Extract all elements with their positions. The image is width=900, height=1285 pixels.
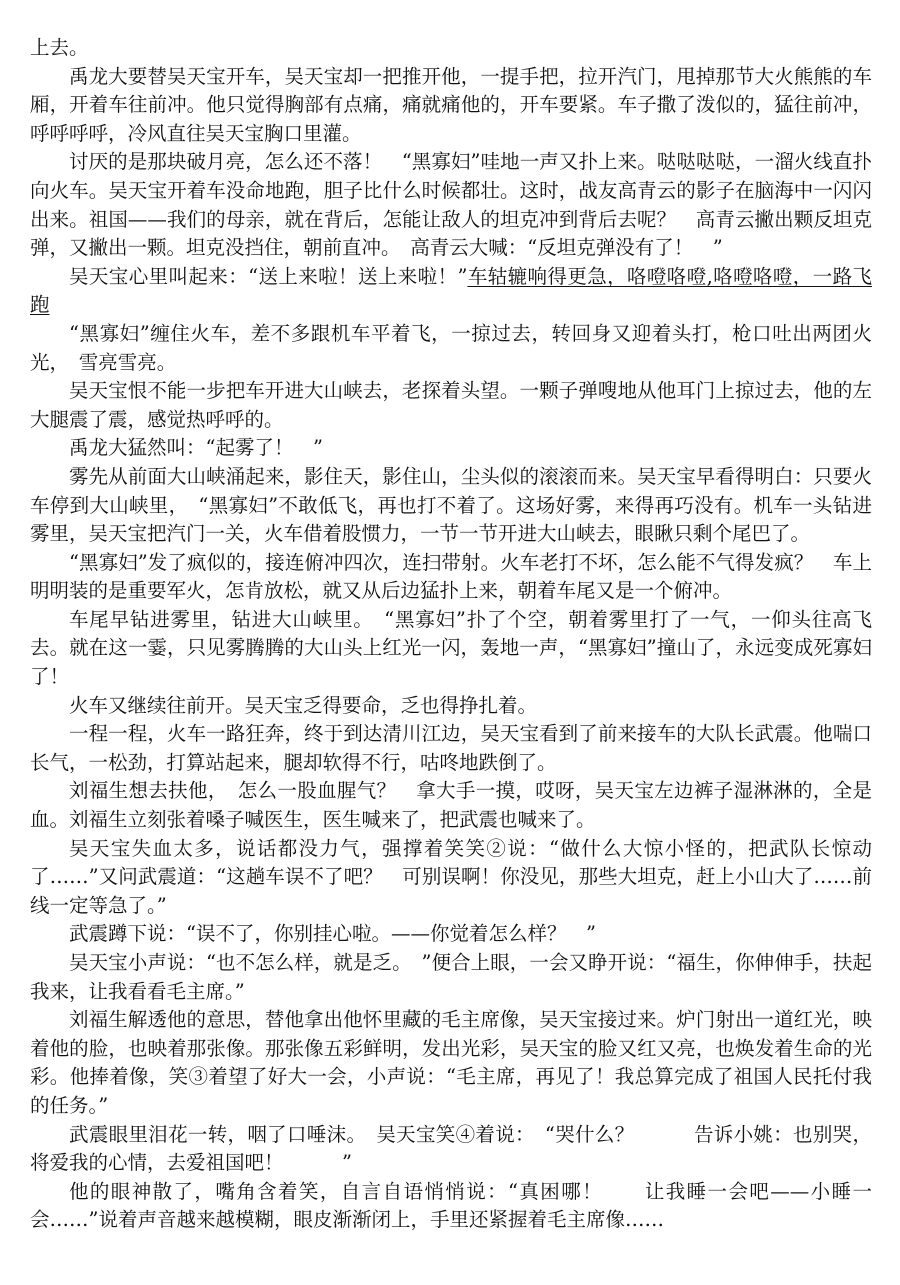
paragraph-13: 刘福生想去扶他， 怎么一股血腥气？ 拿大手一摸，哎呀，吴天宝左边裤子湿淋淋的，全是血。刘福生立刻张着嗓子喊医生，医生喊来了，把武震也喊来了。: [30, 779, 872, 832]
paragraph-3: 讨厌的是那块破月亮，怎么还不落！ “黑寡妇”哇地一声又扑上来。哒哒哒哒，一溜火线直扑向火车。吴天宝开着车没命地跑，胆子比什么时候都壮。这时，战友高青云的影子在脑海中一闪闪出来。祖国——我们的母亲，就在背后，怎能让敌人的坦克冲到背后去呢？ 高青云撇出颗反坦克弹，又撇出一颗。坦克没挡住，朝前直冲。 高青云大喊：“反坦克弹没有了！ ”: [30, 150, 872, 260]
paragraph-8: 雾先从前面大山峡涌起来，影住天，影住山，尘头似的滚滚而来。吴天宝早看得明白：只要火车停到大山峡里， “黑寡妇”不敢低飞，再也打不着了。这场好雾，来得再巧没有。机车一头钻进雾里，吴天宝把汽门一关，火车借着股惯力，一节一节开进大山峡去，眼瞅只剩个尾巴了。: [30, 464, 872, 546]
paragraph-7: 禹龙大猛然叫：“起雾了！ ”: [69, 436, 323, 460]
paragraph-1: 上去。: [30, 36, 89, 59]
underlined-sentence: 车轱辘响得更急，咯噔咯噔,咯噔咯噔，一路飞跑: [30, 264, 872, 317]
paragraph-4: [30, 263, 872, 320]
paragraph-17: 刘福生解透他的意思，替他拿出他怀里藏的毛主席像，吴天宝接过来。炉门射出一道红光，映着他的脸，也映着那张像。那张像五彩鲜明，发出光彩，吴天宝的脸又红又亮，也焕发着生命的光彩。他捧着像，笑③着望了好大一会，小声说：“毛主席，再见了！我总算完成了祖国人民托付我的任务。”: [30, 1008, 872, 1117]
paragraph-6: 吴天宝恨不能一步把车开进大山峡去，老探着头望。一颗子弹嗖地从他耳门上掠过去，他的左大腿震了震，感觉热呼呼的。: [30, 379, 872, 431]
paragraph-15: 武震蹲下说：“误不了，你别挂心啦。——你觉着怎么样？ ”: [69, 922, 596, 946]
paragraph-10: 车尾早钻进雾里，钻进大山峡里。 “黑寡妇”扑了个空，朝着雾里打了一气，一仰头往高飞去。就在这一霎，只见雾腾腾的大山头上红光一闪，轰地一声，“黑寡妇”撞山了，永远变成死寡妇了！: [30, 607, 872, 689]
paragraph-16: 吴天宝小声说：“也不怎么样，就是乏。 ”便合上眼，一会又睁开说：“福生，你伸伸手，扶起我来，让我看看毛主席。”: [30, 951, 872, 1003]
paragraph-5: “黑寡妇”缠住火车，差不多跟机车平着飞，一掠过去，转回身又迎着头打，枪口吐出两团火光， 雪亮雪亮。: [30, 321, 872, 374]
paragraph-18: 武震眼里泪花一转，咽了口唾沫。 吴天宝笑④着说： “哭什么？ 告诉小姚：也别哭，将爱我的心情，去爱祖国吧！ ”: [30, 1122, 872, 1175]
paragraph-2: 禹龙大要替吴天宝开车，吴天宝却一把推开他，一提手把，拉开汽门，甩掉那节大火熊熊的车厢，开着车往前冲。他只觉得胸部有点痛，痛就痛他的，开车要紧。车子撒了泼似的，猛往前冲，呼呼呼呼，冷风直往吴天宝胸口里灌。: [30, 64, 872, 145]
paragraph-9: “黑寡妇”发了疯似的，接连俯冲四次，连扫带射。火车老打不坏，怎么能不气得发疯？ 车上明明装的是重要军火，怎肯放松，就又从后边猛扑上来，朝着车尾又是一个俯冲。: [30, 550, 872, 603]
paragraph-11: 火车又继续往前开。吴天宝乏得要命，乏也得挣扎着。: [69, 693, 538, 717]
paragraph-14: 吴天宝失血太多，说话都没力气，强撑着笑笑②说：“做什么大惊小怪的，把武队长惊动了……”又问武震道：“这趟车误不了吧？ 可别误啊！你没见，那些大坦克，赶上小山大了……前线一定等急了。”: [30, 836, 872, 917]
paragraph-4-text: 吴天宝心里叫起来：“送上来啦！送上来啦！”: [69, 264, 468, 288]
paragraph-19: 他的眼神散了，嘴角含着笑，自言自语悄悄说：“真困哪！ 让我睡一会吧——小睡一会……”说着声音越来越模糊，眼皮渐渐闭上，手里还紧握着毛主席像……: [30, 1179, 872, 1232]
paragraph-12: 一程一程，火车一路狂奔，终于到达清川江边，吴天宝看到了前来接车的大队长武震。他喘口长气，一松劲，打算站起来，腿却软得不行，咕咚地跌倒了。: [30, 722, 872, 774]
